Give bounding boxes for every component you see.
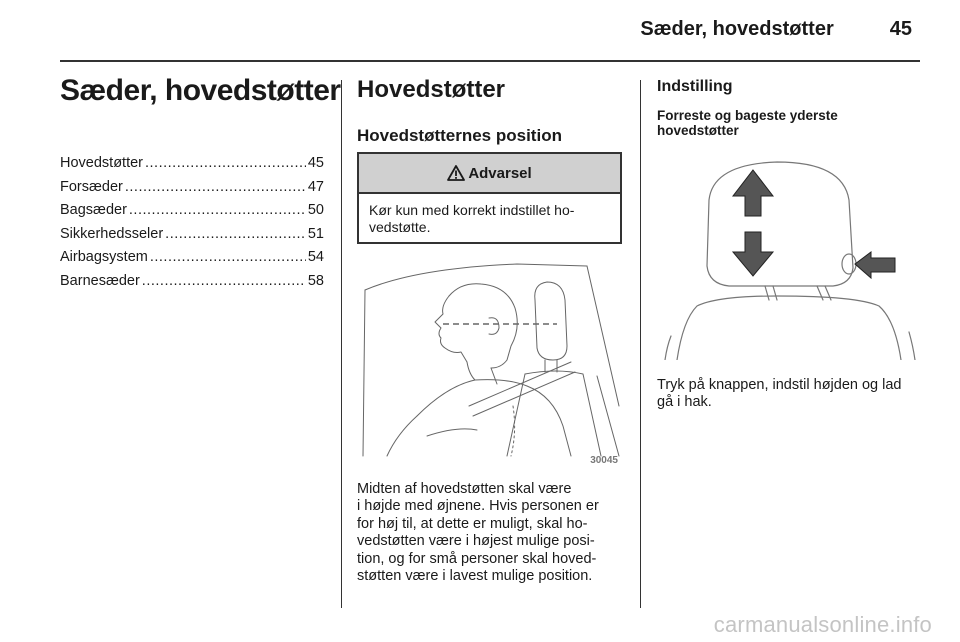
section-subheading: Hovedstøtternes position xyxy=(357,126,562,145)
warning-triangle-icon xyxy=(447,165,465,181)
running-header xyxy=(640,18,912,41)
headrest-adjustment-illustration xyxy=(657,150,919,360)
figure-number: 30045 xyxy=(590,455,618,466)
warning-title: Advarsel xyxy=(468,164,532,182)
adjustment-subheading: Forreste og bageste yderste hovedstøtter xyxy=(657,108,838,138)
head-position-illustration xyxy=(357,256,622,468)
body-text-adjustment: Tryk på knappen, indstil højden og lad gå i hak. xyxy=(657,377,902,411)
section-heading: Hovedstøtter xyxy=(357,76,506,103)
toc-entry[interactable]: Hovedstøtter ..... 45 xyxy=(60,152,324,176)
adjustment-headings xyxy=(657,78,923,138)
warning-header xyxy=(359,154,620,194)
body-text-headrest-position: Midten af hovedstøtten skal være i højde med øjnene. Hvis personen er for høj til, at dette er muligt, skal ho- vedstøtten være i højest mulige posi- tion, og for små personer skal hoved- støtten være i lavest mulige position. xyxy=(357,481,599,585)
driver-headrest-drawing xyxy=(357,256,622,468)
column-divider-2 xyxy=(640,80,641,608)
header-rule xyxy=(60,60,920,62)
page-number: 45 xyxy=(889,18,912,40)
adjustment-heading: Indstilling xyxy=(657,78,733,95)
toc-entry[interactable]: Sikkerhedsseler ..... 51 xyxy=(60,223,324,247)
section-headings xyxy=(357,76,622,146)
warning-text: Kør kun med korrekt indstillet ho-vedstøtte. xyxy=(369,202,575,235)
toc-entry[interactable]: Barnesæder ..... 58 xyxy=(60,270,324,294)
warning-box xyxy=(357,152,622,244)
watermark-text: carmanualsonline.info xyxy=(713,612,932,637)
headrest-drawing xyxy=(657,150,919,360)
toc-entry[interactable]: Forsæder ..... 47 xyxy=(60,176,324,200)
toc-entry[interactable]: Bagsæder ..... 50 xyxy=(60,199,324,223)
running-title: Sæder, hovedstøtter xyxy=(640,18,834,40)
column-divider-1 xyxy=(341,80,342,608)
table-of-contents xyxy=(60,152,324,293)
chapter-title: Sæder, hovedstøtter xyxy=(60,74,341,107)
toc-entry[interactable]: Airbagsystem ..... 54 xyxy=(60,246,324,270)
